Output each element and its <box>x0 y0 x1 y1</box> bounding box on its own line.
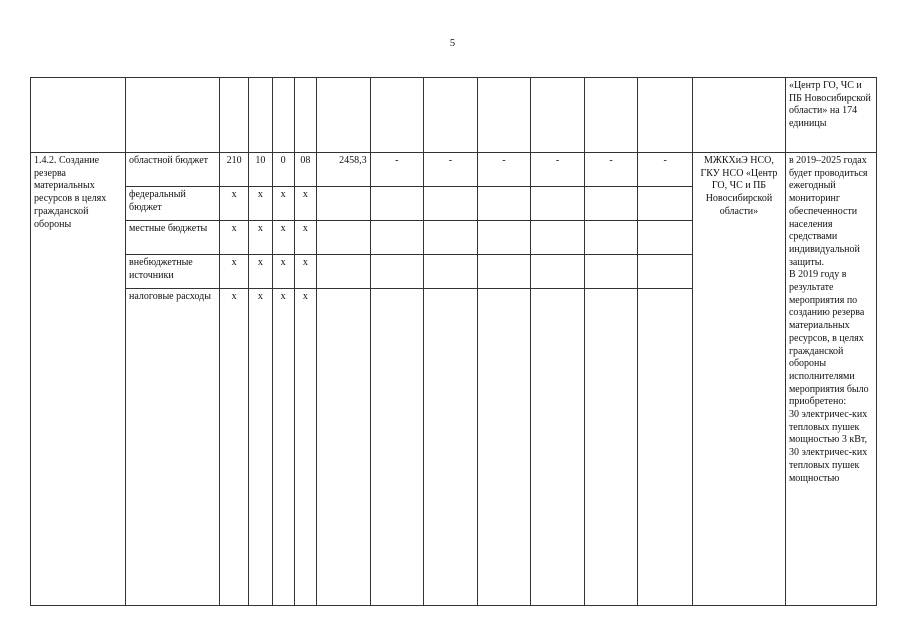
budget-code-cell: 210 <box>220 153 249 187</box>
program-table <box>30 77 877 606</box>
budget-code-cell: x <box>272 187 294 221</box>
year-cell: - <box>424 153 478 187</box>
year-cell: - <box>370 153 424 187</box>
year-cell <box>370 187 424 221</box>
funding-source-cell: областной бюджет <box>126 153 220 187</box>
year-cell <box>638 221 693 255</box>
budget-code-cell: x <box>220 289 249 606</box>
budget-code-cell: x <box>294 255 316 289</box>
year-cell <box>584 187 638 221</box>
total-cell: 2458,3 <box>317 153 371 187</box>
continued-row <box>31 78 877 153</box>
budget-code-cell: 0 <box>272 153 294 187</box>
year-cell <box>477 221 531 255</box>
year-cell <box>477 255 531 289</box>
year-cell <box>531 221 585 255</box>
executor-cell: МЖКХиЭ НСО, ГКУ НСО «Центр ГО, ЧС и ПБ Новосибирской области» <box>692 153 785 606</box>
year-cell <box>370 221 424 255</box>
budget-code-cell: x <box>249 187 272 221</box>
budget-code-cell: x <box>220 255 249 289</box>
budget-code-cell: x <box>272 289 294 606</box>
budget-code-cell: x <box>272 255 294 289</box>
year-cell: - <box>477 153 531 187</box>
budget-code-cell: x <box>294 187 316 221</box>
budget-code-cell: x <box>272 221 294 255</box>
funding-source-cell: федеральный бюджет <box>126 187 220 221</box>
funding-source-cell: местные бюджеты <box>126 221 220 255</box>
year-cell <box>584 221 638 255</box>
total-cell <box>317 221 371 255</box>
total-cell <box>317 289 371 606</box>
budget-code-cell: x <box>294 289 316 606</box>
budget-code-cell: 08 <box>294 153 316 187</box>
year-cell <box>531 289 585 606</box>
year-cell <box>477 187 531 221</box>
budget-code-cell: x <box>249 221 272 255</box>
year-cell <box>531 187 585 221</box>
year-cell <box>638 255 693 289</box>
prev-result-cell: «Центр ГО, ЧС и ПБ Новосибирской области» на 174 единицы <box>785 78 876 153</box>
budget-code-cell: x <box>249 289 272 606</box>
page-number: 5 <box>449 38 456 49</box>
total-cell <box>317 255 371 289</box>
total-cell <box>317 187 371 221</box>
year-cell: - <box>531 153 585 187</box>
year-cell <box>370 255 424 289</box>
year-cell <box>584 255 638 289</box>
year-cell <box>477 289 531 606</box>
funding-row <box>31 153 877 187</box>
year-cell <box>370 289 424 606</box>
year-cell <box>531 255 585 289</box>
year-cell: - <box>638 153 693 187</box>
funding-source-cell: внебюджетные источники <box>126 255 220 289</box>
budget-code-cell: 10 <box>249 153 272 187</box>
year-cell <box>424 187 478 221</box>
budget-code-cell: x <box>249 255 272 289</box>
activity-cell: 1.4.2. Создание резерва материальных ресурсов в целях гражданской обороны <box>31 153 126 606</box>
result-cell: в 2019–2025 годах будет проводиться ежегодный мониторинг обеспеченности населения средствами индивидуальной защиты. В 2019 году в результате мероприятия по созданию резерва материальных ресурсов, в целях гражданской обороны исполнителями мероприятия было приобретено: 30 электричес-ких тепловых пушек мощностью 3 кВт, 30 электричес-ких тепловых пушек мощностью <box>785 153 876 606</box>
year-cell <box>424 255 478 289</box>
budget-code-cell: x <box>220 187 249 221</box>
budget-code-cell: x <box>294 221 316 255</box>
year-cell <box>638 289 693 606</box>
year-cell: - <box>584 153 638 187</box>
year-cell <box>638 187 693 221</box>
year-cell <box>584 289 638 606</box>
funding-source-cell: налоговые расходы <box>126 289 220 606</box>
year-cell <box>424 289 478 606</box>
year-cell <box>424 221 478 255</box>
budget-code-cell: x <box>220 221 249 255</box>
